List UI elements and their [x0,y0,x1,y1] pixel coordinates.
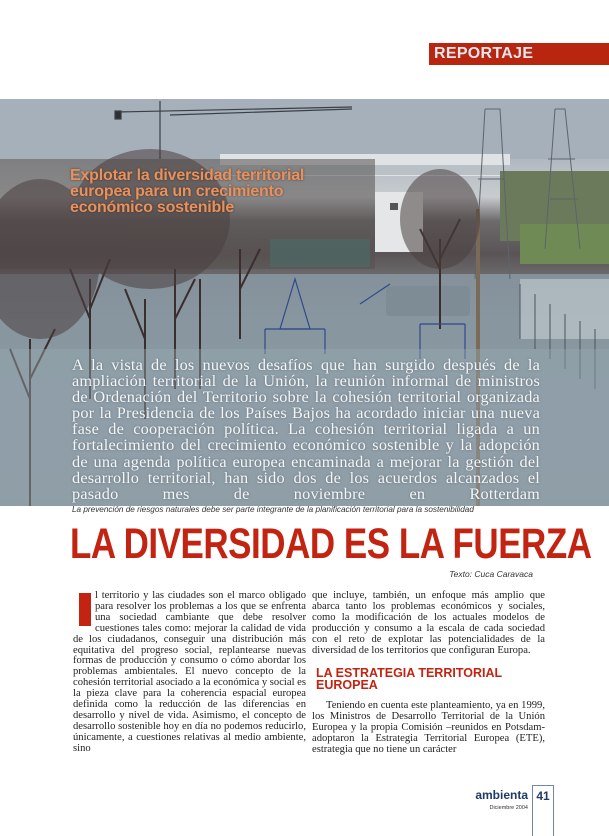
section-tag: REPORTAJE [429,43,609,65]
photo-caption: La prevención de riesgos naturales debe ser parte integrante de la planificación territorial para la sostenibilidad [72,505,474,514]
body-column-2 [312,591,545,756]
section-subheading: LA ESTRATEGIA TERRITORIAL EUROPEA [316,666,502,692]
photo-overlay-subtitle: Explotar la diversidad territorial europea para un crecimiento económico sostenible [70,167,305,216]
column2-paragraph-2: Teniendo en cuenta este planteamiento, ya en 1999, los Ministros de Desarrollo Territorial de la Unión Europea y la propia Comisión –reunidos en Potsdam- adoptaron la Estrategia Territorial Europea (ETE), estrategia que no tiene un carácter [312,700,545,756]
article-photo [0,99,609,506]
column2-paragraph-1: que incluye, también, un enfoque más amplio que abarca tanto los problemas económicos y sociales, como la modificación de los actuales modelos de producción y consumo a la escala de cada sociedad con el reto de explotar las potencialidades de la diversidad de los territorios que configuran Europa. [312,590,545,656]
lead-paragraph: A la vista de los nuevos desafíos que han surgido después de la ampliación territorial de la Unión, la reunión informal de ministros de Ordenación del Territorio sobre la cohesión territorial organizada por la Presidencia de los Países Bajos ha acordado iniciar una nueva fase de cooperación política. La cohesión territorial ligada a un fortalecimiento del crecimiento económico sostenible y la adopción de una agenda política europea encaminada a mejorar la gestión del desarrollo territorial, han sido dos de los acuerdos alcanzados el pasado mes de noviembre en Rotterdam [72,355,540,503]
dropcap [79,593,91,626]
byline: Texto: Cuca Caravaca [449,569,533,579]
column1-text: l territorio y las ciudades son el marco obligado para resolver los problemas a los que se enfrenta una sociedad cambiante que debe resolver cuestiones tales como: mejorar la calidad de vida de los ciudadanos, conseguir una distribución más equitativa del progreso social, replantearse nuevas formas de producción y consumo o cómo abordar los problemas ambientales. El nuevo concepto de la cohesión territorial asociado a la económica y social es la pieza clave para la coherencia espacial europea definida como la reducción de las diferencias en desarrollo y nivel de vida. Asimismo, el concepto de desarrollo sostenible hoy en día no podemos reducirlo, únicamente, a cuestiones relativas al medio ambiente, sino [73,590,306,754]
magazine-brand: ambienta [475,788,528,802]
body-column-1 [73,591,306,755]
issue-date: Diciembre 2004 [489,805,528,811]
article-headline: LA DIVERSIDAD ES LA FUERZA [70,521,592,569]
page-number: 41 [536,789,550,803]
